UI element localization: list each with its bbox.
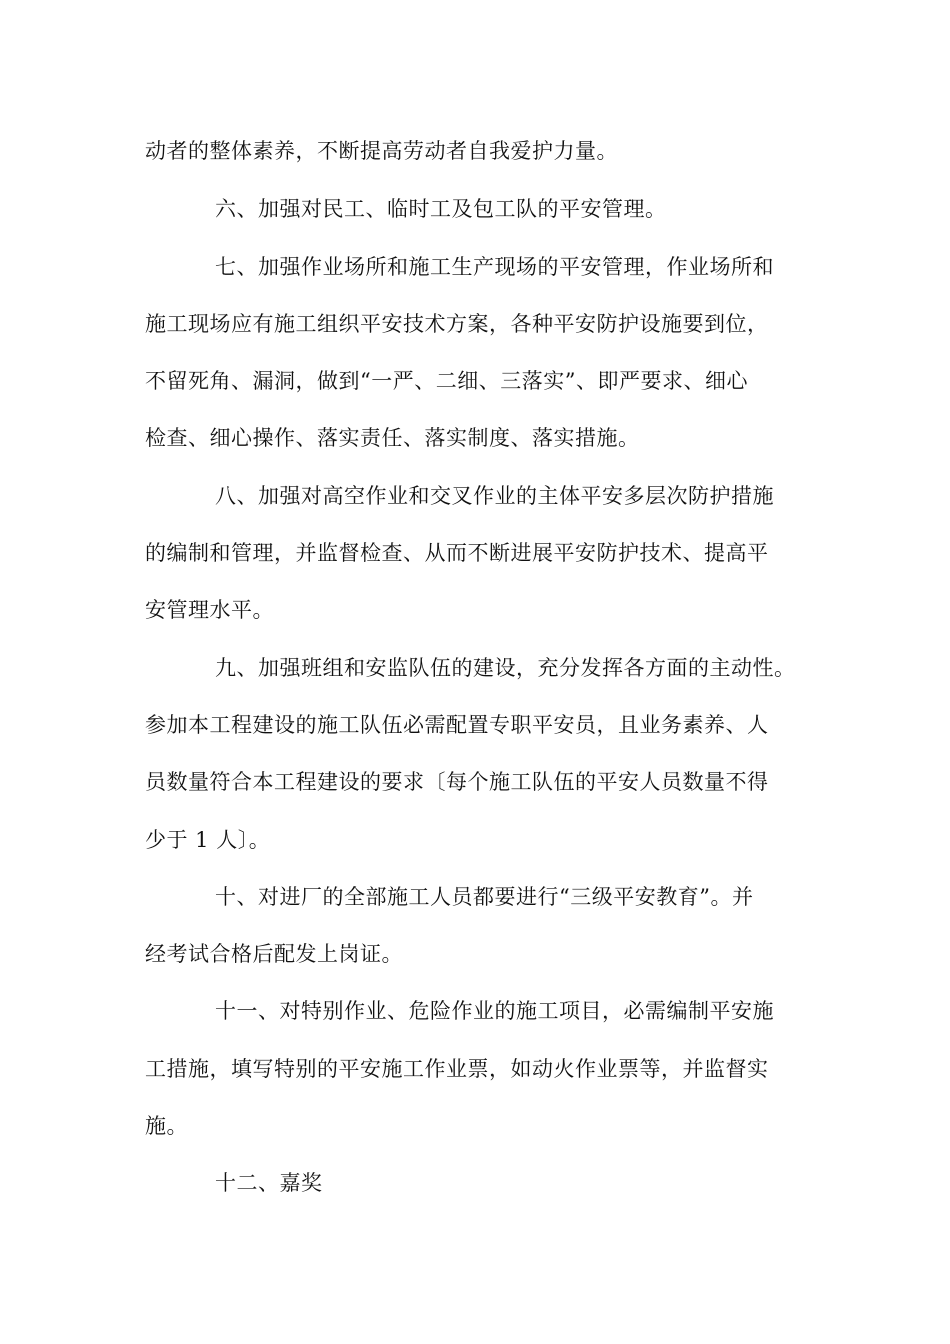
text-line: 十、对进厂的全部施工人员都要进行“三级平安教育”。并 (215, 885, 754, 909)
text-line: 安管理水平。 (145, 598, 274, 622)
text-line: 动者的整体素养，不断提高劳动者自我爱护力量。 (145, 139, 618, 163)
text-line: 六、加强对民工、临时工及包工队的平安管理。 (215, 197, 667, 221)
text-line: 少于 1 人〕。 (145, 828, 271, 852)
text-line: 工措施，填写特别的平安施工作业票，如动火作业票等，并监督实 (145, 1057, 769, 1081)
text-line: 参加本工程建设的施工队伍必需配置专职平安员，且业务素养、人 (145, 713, 769, 737)
text-line: 经考试合格后配发上岗证。 (145, 942, 403, 966)
text-line: 十一、对特别作业、危险作业的施工项目，必需编制平安施 (215, 999, 774, 1023)
text-line: 施。 (145, 1114, 188, 1138)
text-line: 不留死角、漏洞，做到“一严、二细、三落实”、即严要求、细心 (145, 369, 748, 393)
text-line: 十二、嘉奖 (215, 1171, 323, 1195)
text-line: 九、加强班组和安监队伍的建设，充分发挥各方面的主动性。 (215, 656, 796, 680)
text-line: 员数量符合本工程建设的要求〔每个施工队伍的平安人员数量不得 (145, 770, 769, 794)
text-line: 的编制和管理，并监督检查、从而不断进展平安防护技术、提高平 (145, 541, 769, 565)
text-line: 八、加强对高空作业和交叉作业的主体平安多层次防护措施 (215, 484, 774, 508)
text-line: 七、加强作业场所和施工生产现场的平安管理，作业场所和 (215, 255, 774, 279)
text-line: 检查、细心操作、落实责任、落实制度、落实措施。 (145, 426, 640, 450)
text-line: 施工现场应有施工组织平安技术方案，各种平安防护设施要到位， (145, 312, 769, 336)
